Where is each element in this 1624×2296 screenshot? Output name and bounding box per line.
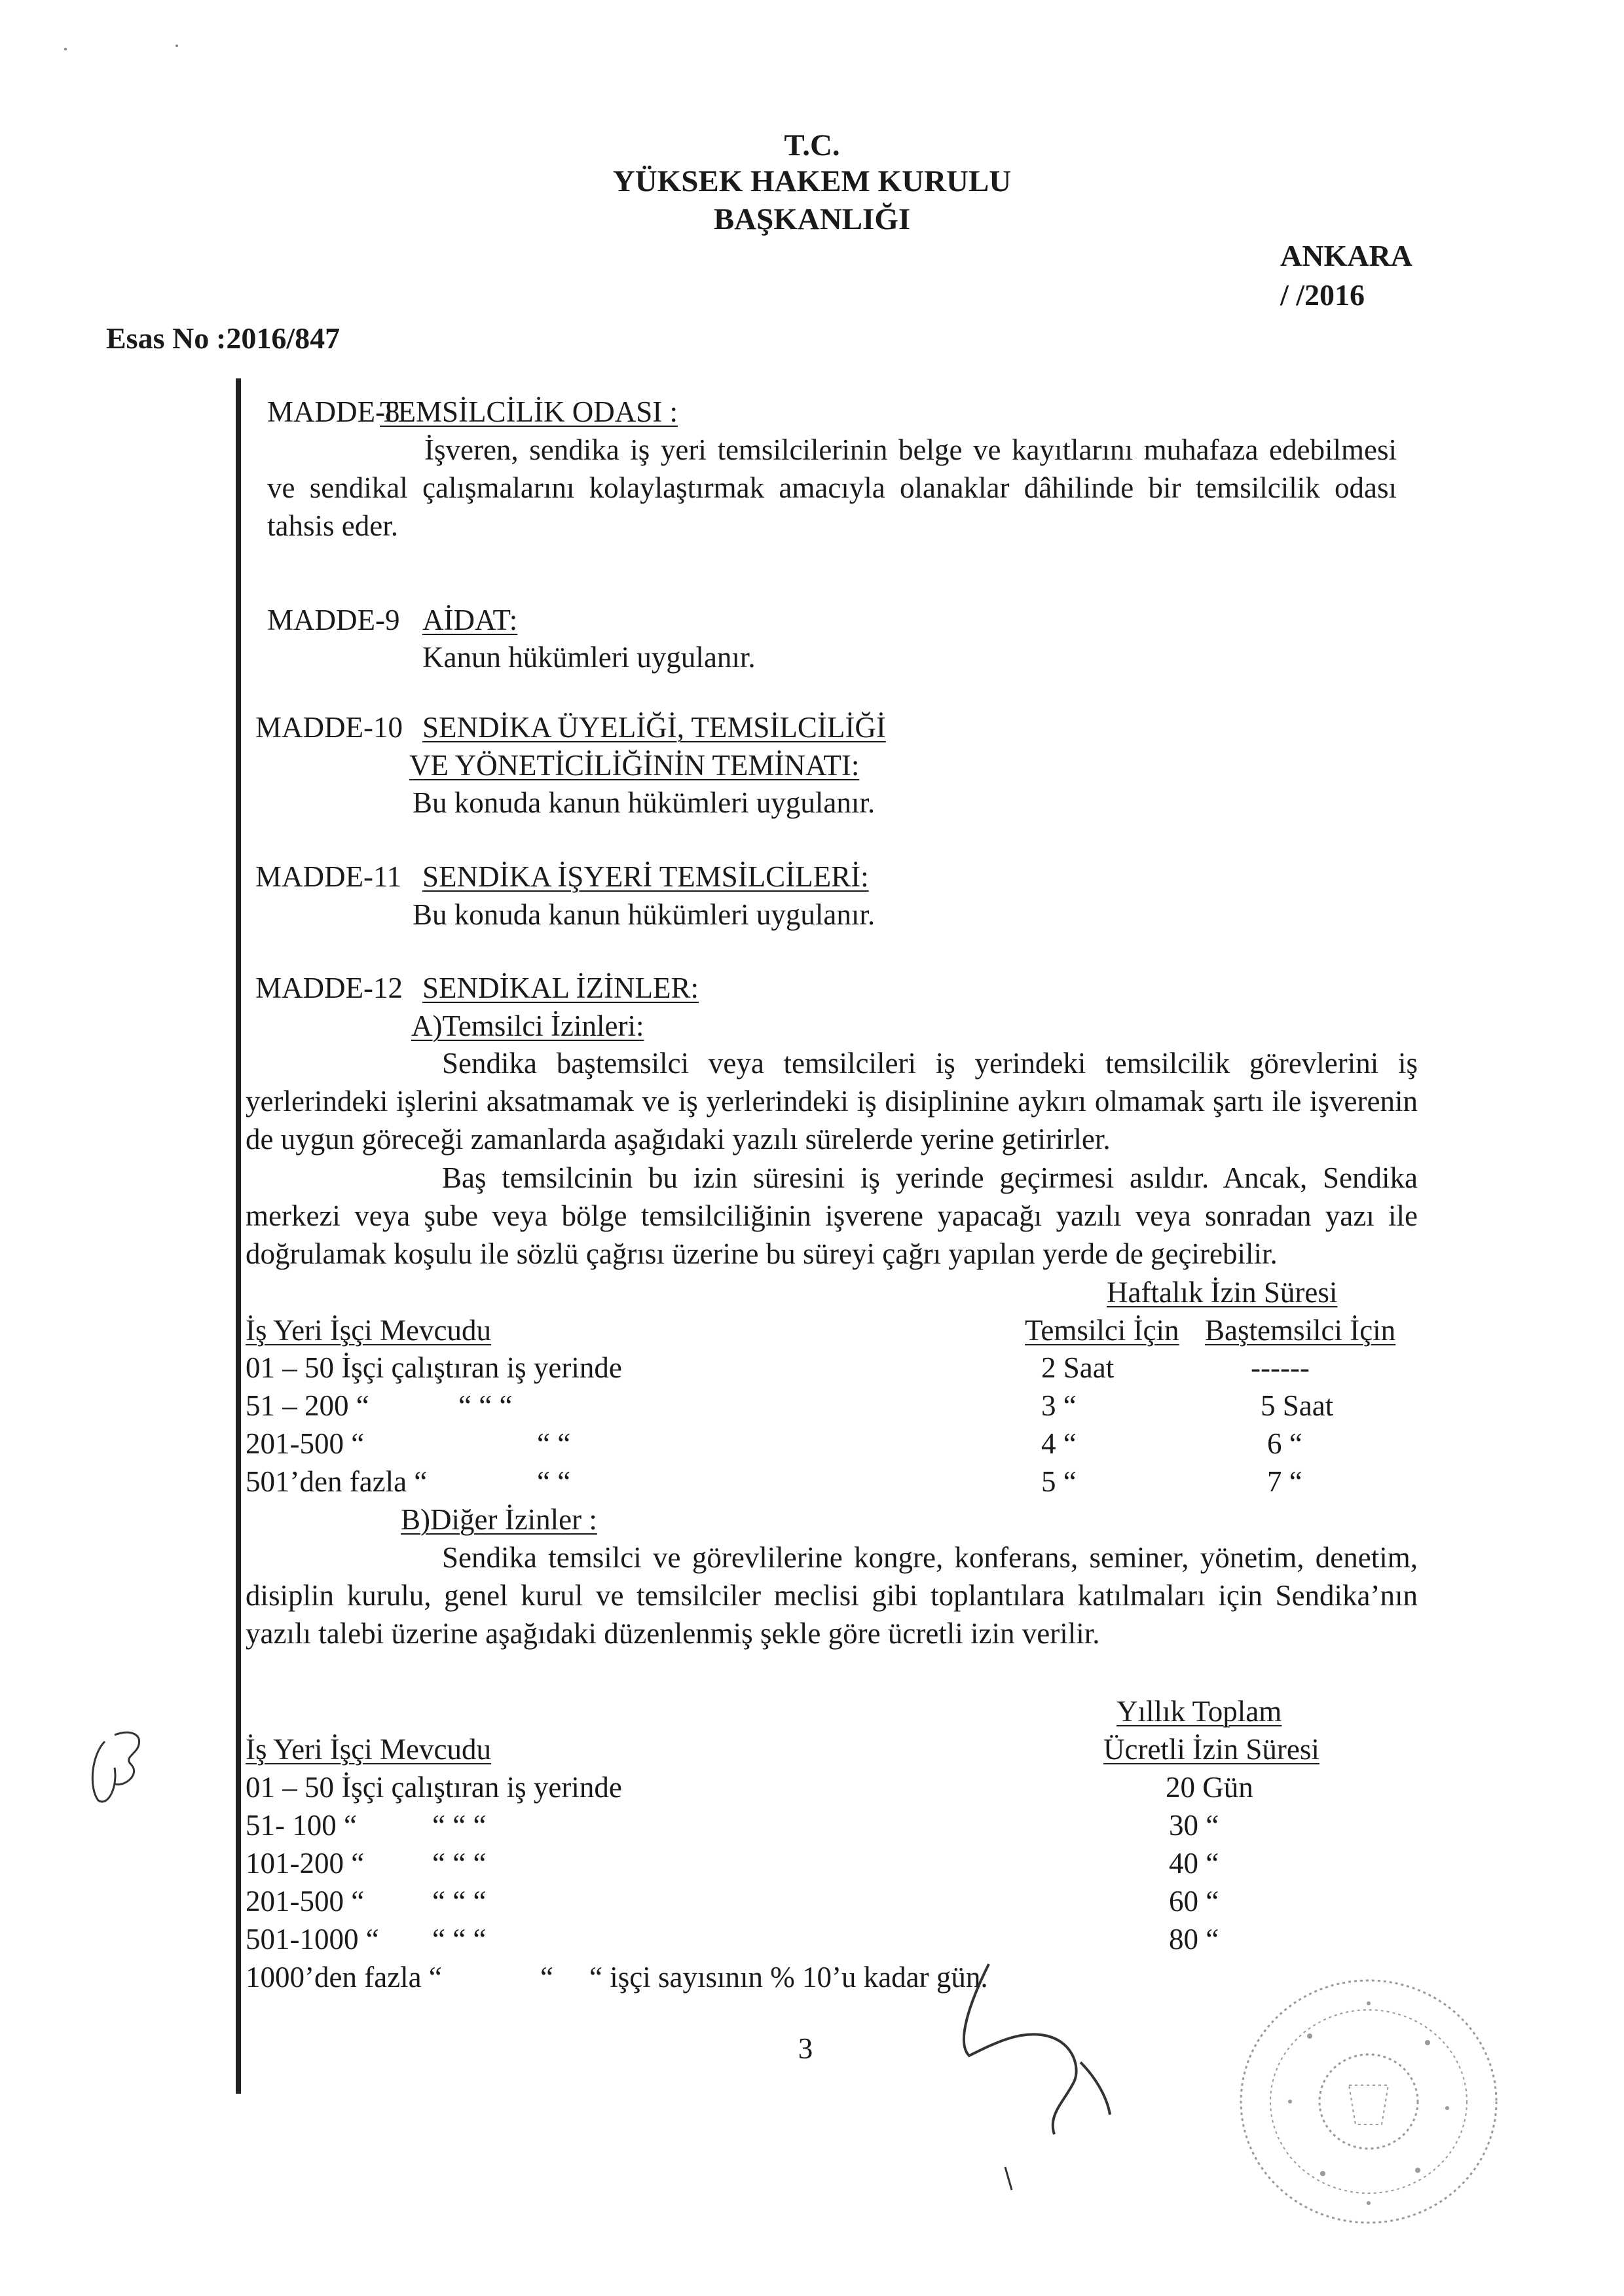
t2-row-5-c0: 501-1000 “ [246,1923,379,1956]
t1-row-2-c2: 5 Saat [1261,1389,1334,1422]
scan-specks [59,39,190,65]
t1-row-2-ditto: “ “ “ [458,1389,513,1422]
t2-row-1-c1: 20 Gün [1166,1771,1253,1804]
header-city: ANKARA [1280,239,1412,272]
t1-col2-header: Baştemsilci İçin [1205,1314,1396,1347]
header-presidency: BAŞKANLIĞI [713,202,911,236]
t2-row-2-c1: 30 “ [1169,1809,1219,1842]
t1-col1-header: Temsilci İçin [1025,1314,1179,1347]
t1-row-1-c2: ------ [1251,1351,1310,1384]
t1-row-3-c1: 4 “ [1041,1427,1077,1460]
t2-col0-header: İş Yeri İşçi Mevcudu [246,1733,491,1766]
header-tc: T.C. [784,128,840,162]
t1-row-3-c0: 201-500 “ [246,1427,365,1460]
t2-row-3-c0: 101-200 “ [246,1847,365,1880]
m8-body: İşveren, sendika iş yeri temsilcilerinin belge ve kayıtlarını muhafaza edebilmesi ve sendikal çalışmalarını kolaylaştırmak amacıyla olanaklar dâhilinde bir temsilcilik odası tahsis eder. [267,433,1397,542]
t2-row-5-ditto: “ “ “ [432,1923,487,1956]
m11-title: SENDİKA İŞYERİ TEMSİLCİLERİ: [422,860,869,893]
t2-row-4-ditto: “ “ “ [432,1885,487,1918]
m12-b-title: B)Diğer İzinler : [401,1503,597,1536]
t1-row-2-c0: 51 – 200 “ [246,1389,369,1422]
m11-body: Bu konuda kanun hükümleri uygulanır. [413,898,876,931]
t1-row-1-c1: 2 Saat [1041,1351,1115,1384]
m12-a-paragraph-2: Baş temsilcinin bu izin süresini iş yerinde geçirmesi asıldır. Ancak, Sendika merkezi veya şube veya bölge temsilciliğinin işverene yapacağı yazılı veya sonradan yazı ile doğrulamak koşulu ile sözlü çağrısı üzerine bu süreyi çağrı yapılan yerde de geçirebilir. [246,1161,1418,1270]
t1-row-4-c1: 5 “ [1041,1465,1077,1498]
t2-row-3-c1: 40 “ [1169,1847,1219,1880]
t2-last-row-ditto: “ [540,1961,553,1994]
t1-row-4-c0: 501’den fazla “ [246,1465,428,1498]
t2-header-line-2: Ücretli İzin Süresi [1103,1733,1320,1766]
t1-row-1-c0: 01 – 50 İşçi çalıştıran iş yerinde [246,1351,622,1384]
m10-title-1: SENDİKA ÜYELİĞİ, TEMSİLCİLİĞİ [422,711,886,744]
m8-label: MADDE-8 [267,395,400,428]
esas-label: Esas No [106,321,210,355]
m8-title: TEMSİLCİLİK ODASI : [380,395,678,428]
m9-body: Kanun hükümleri uygulanır. [422,641,756,674]
t1-group-header: Haftalık İzin Süresi [1107,1276,1338,1309]
t1-col0-header: İş Yeri İşçi Mevcudu [246,1314,491,1347]
margin-bar [236,378,241,2094]
t1-row-3-c2: 6 “ [1267,1427,1302,1460]
m12-title: SENDİKAL İZİNLER: [422,972,699,1004]
m12-label: MADDE-12 [255,972,403,1004]
esas-value: :2016/847 [216,321,341,355]
header-date: / /2016 [1280,278,1365,312]
t2-row-1-c0: 01 – 50 İşçi çalıştıran iş yerinde [246,1771,622,1804]
m10-body: Bu konuda kanun hükümleri uygulanır. [413,786,876,819]
m12-a-title: A)Temsilci İzinleri: [411,1010,644,1042]
page-number: 3 [798,2032,813,2065]
t2-row-4-c1: 60 “ [1169,1885,1219,1918]
handwritten-initial-mark [79,1715,170,1813]
t2-last-row-c0: 1000’den fazla “ [246,1961,442,1994]
m12-b-paragraph: Sendika temsilci ve görevlilerine kongre, konferans, seminer, yönetim, denetim, disiplin kurulu, genel kurul ve temsilciler meclisi gibi toplantılara katılmaları için Sendika’nın yazılı talebi üzerine aşağıdaki düzenlenmiş şekle göre ücretli izin verilir. [246,1541,1418,1650]
official-seal-stamp [1231,1971,1506,2232]
t1-row-4-ditto: “ “ [537,1465,571,1498]
header-institution: YÜKSEK HAKEM KURULU [612,164,1012,198]
t1-row-2-c1: 3 “ [1041,1389,1077,1422]
m10-label: MADDE-10 [255,711,403,744]
signature [943,1944,1153,2193]
t2-row-2-c0: 51- 100 “ [246,1809,357,1842]
m11-label: MADDE-11 [255,860,402,893]
t1-row-4-c2: 7 “ [1267,1465,1302,1498]
t2-row-3-ditto: “ “ “ [432,1847,487,1880]
t2-row-2-ditto: “ “ “ [432,1809,487,1842]
m9-title: AİDAT: [422,604,518,636]
t2-last-row-c1: “ işçi sayısının % 10’u kadar gün. [589,1961,988,1994]
m9-label: MADDE-9 [267,604,400,636]
t1-row-3-ditto: “ “ [537,1427,571,1460]
t2-header-line-1: Yıllık Toplam [1116,1695,1282,1728]
m12-a-paragraph-1: Sendika baştemsilci veya temsilcileri iş yerindeki temsilcilik görevlerini iş yerlerindeki işlerini aksatmamak ve iş yerlerindeki iş disiplinine aykırı olmamak şartı ile işverenin de uygun göreceği zamanlarda aşağıdaki yazılı sürelerde yerine getirirler. [246,1047,1418,1156]
t2-row-4-c0: 201-500 “ [246,1885,365,1918]
t2-row-5-c1: 80 “ [1169,1923,1219,1956]
m10-title-2: VE YÖNETİCİLİĞİNİN TEMİNATI: [409,749,860,782]
